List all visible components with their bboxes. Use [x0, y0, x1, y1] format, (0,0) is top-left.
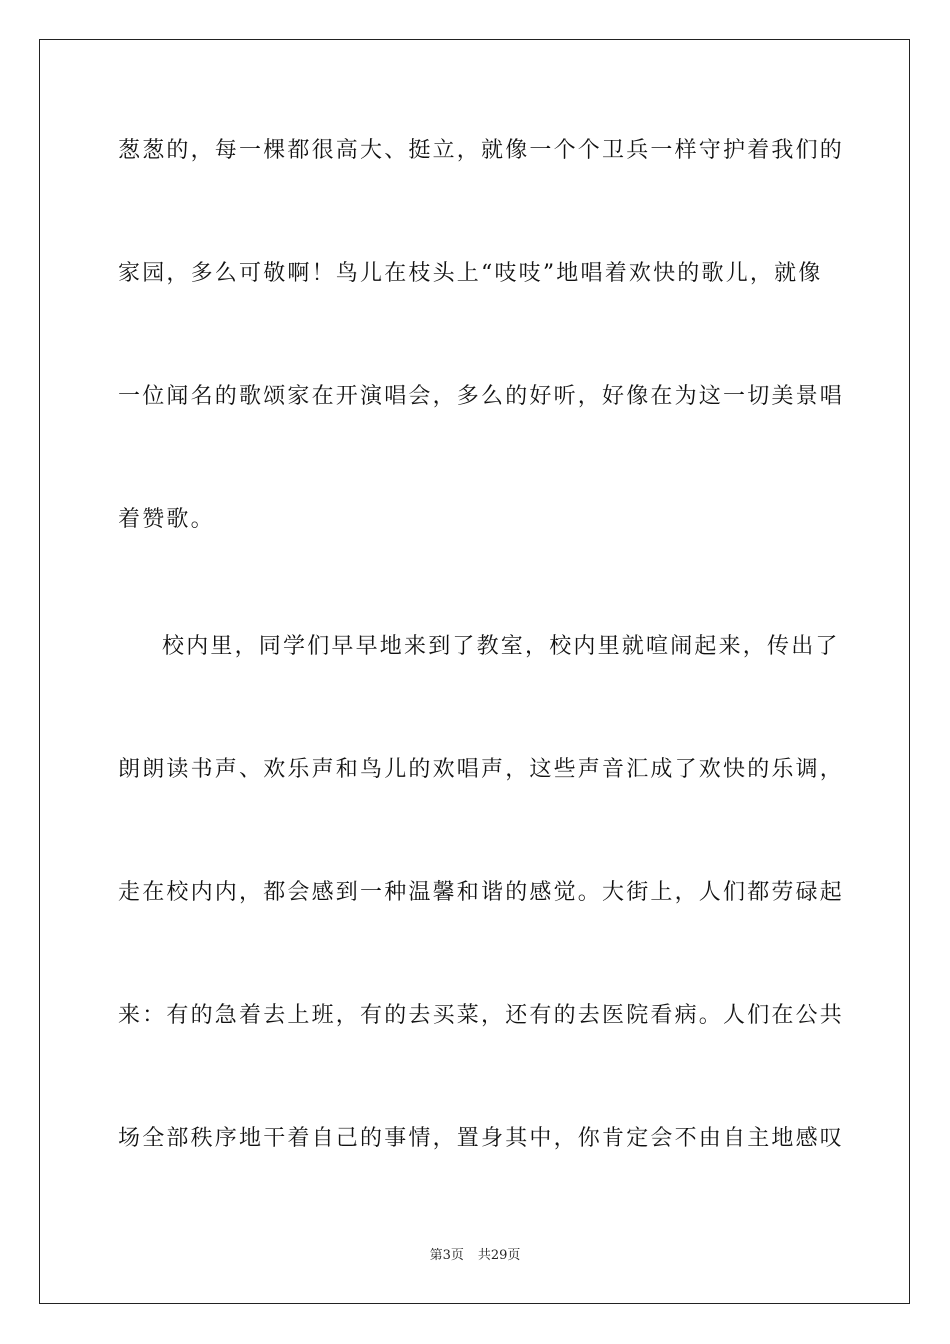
body-text-line: 来：有的急着去上班，有的去买菜，还有的去医院看病。人们在公共 — [118, 1003, 845, 1028]
page-border — [39, 39, 910, 1304]
body-text-line: 朗朗读书声、欢乐声和鸟儿的欢唱声，这些声音汇成了欢快的乐调， — [118, 757, 845, 782]
body-text-line: 走在校内内，都会感到一种温馨和谐的感觉。大街上，人们都劳碌起 — [118, 880, 845, 905]
body-text-line-indented: 校内里，同学们早早地来到了教室，校内里就喧闹起来，传出了 — [162, 634, 840, 659]
body-text-line: 家园，多么可敬啊！鸟儿在枝头上“吱吱”地唱着欢快的歌儿，就像 — [118, 261, 823, 286]
page-number: 第3页 — [429, 1248, 464, 1263]
page-footer — [0, 1247, 950, 1265]
body-text-line: 葱葱的，每一棵都很高大、挺立，就像一个个卫兵一样守护着我们的 — [118, 138, 845, 163]
body-text-line: 着赞歌。 — [118, 507, 215, 532]
body-text-line: 一位闻名的歌颂家在开演唱会，多么的好听，好像在为这一切美景唱 — [118, 384, 845, 409]
page-total: 共29页 — [477, 1248, 521, 1263]
body-text-line: 场全部秩序地干着自己的事情，置身其中，你肯定会不由自主地感叹 — [118, 1126, 845, 1151]
